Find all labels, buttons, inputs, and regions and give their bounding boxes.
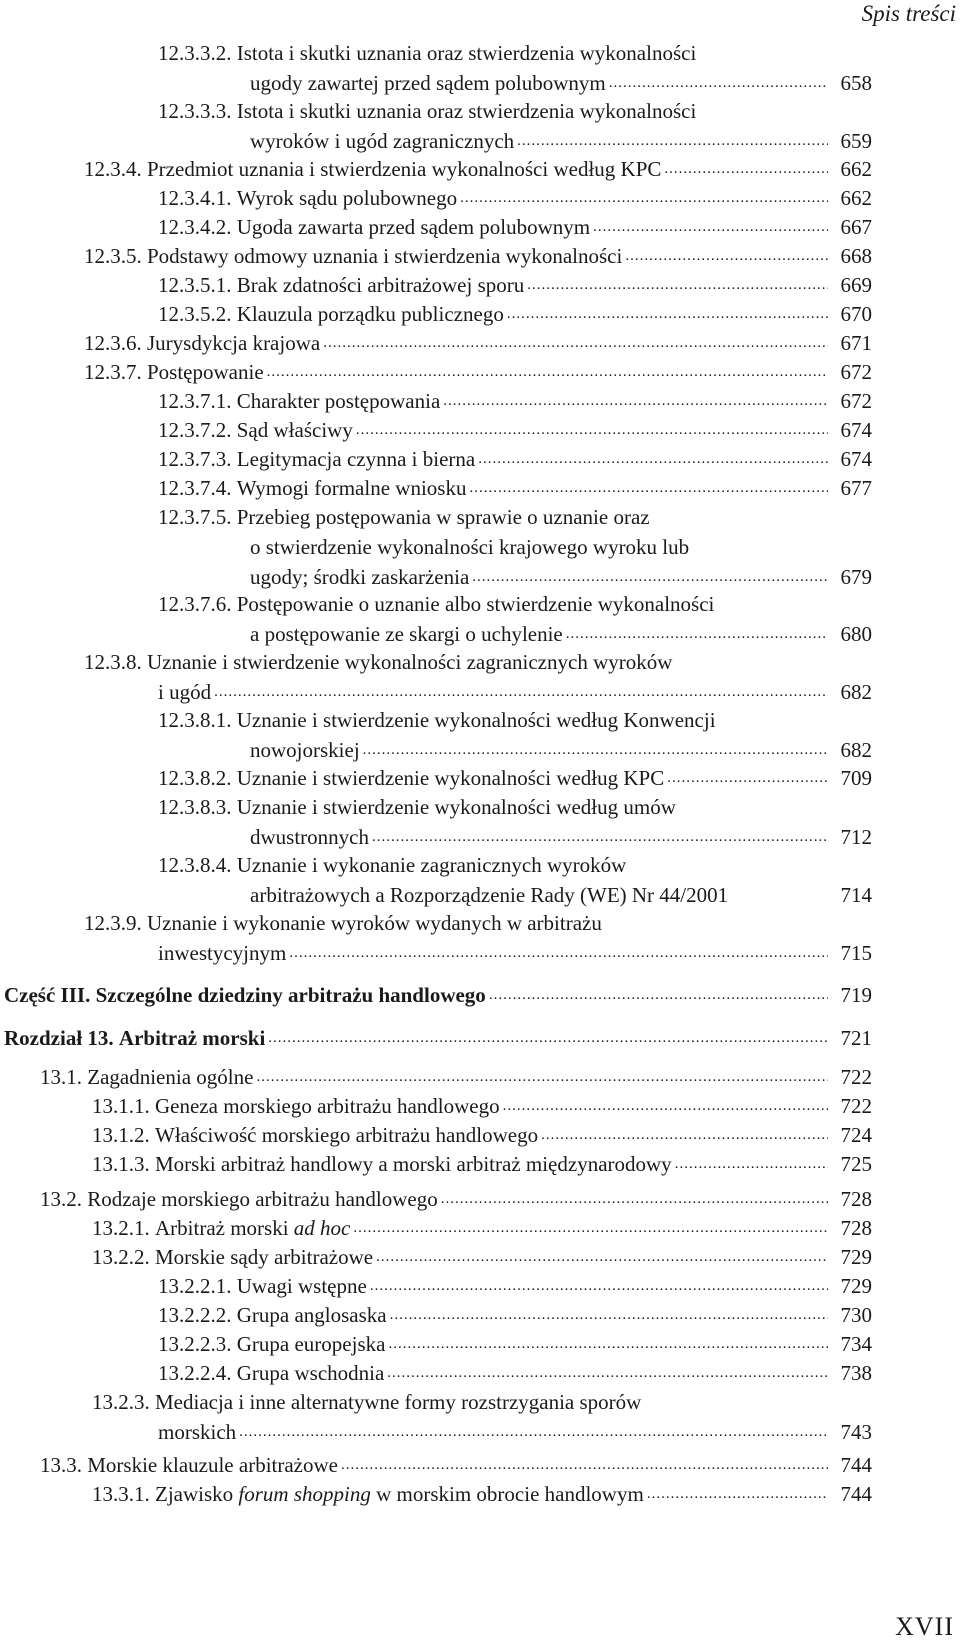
page-number: 743 xyxy=(840,1420,872,1444)
page-number: 672 xyxy=(840,389,872,413)
entry-number: 12.3.5. xyxy=(84,244,142,268)
entry-number: 12.3.7.4. xyxy=(158,476,232,500)
entry-number: 12.3.4.1. xyxy=(158,186,232,210)
page-number: 682 xyxy=(840,680,872,704)
toc-entry xyxy=(92,1149,872,1179)
entry-number: Rozdział 13. xyxy=(4,1026,114,1050)
toc-entry xyxy=(158,589,872,649)
page-number: 728 xyxy=(840,1216,872,1240)
toc-entry xyxy=(92,1387,872,1447)
dot-leader xyxy=(341,1450,828,1480)
dot-leader xyxy=(356,415,828,445)
dot-leader xyxy=(363,735,828,765)
entry-title: Uznanie i stwierdzenie wykonalności według Konwencji xyxy=(236,708,716,732)
entry-number: 12.3.7.1. xyxy=(158,389,232,413)
entry-title: Wyrok sądu polubownego xyxy=(236,186,458,210)
toc-entry xyxy=(92,1120,872,1150)
toc-entry xyxy=(158,850,872,910)
entry-title: Ugoda zawarta przed sądem polubownym xyxy=(236,215,591,239)
page-number: 672 xyxy=(840,360,872,384)
entry-title: Grupa wschodnia xyxy=(236,1361,385,1385)
toc-entry xyxy=(158,96,872,156)
entry-title: Morski arbitraż handlowy a morski arbitraż międzynarodowy xyxy=(155,1152,672,1176)
dot-leader xyxy=(647,1479,828,1509)
toc-chapter-heading xyxy=(4,1023,872,1053)
entry-title: Klauzula porządku publicznego xyxy=(236,302,504,326)
page-number: 669 xyxy=(840,273,872,297)
entry-title-cont: inwestycyjnym xyxy=(158,941,287,965)
entry-title: Brak zdatności arbitrażowej sporu xyxy=(236,273,525,297)
entry-number: 13.2.2.3. xyxy=(158,1332,232,1356)
toc-entry xyxy=(84,647,872,707)
entry-number: 12.3.5.1. xyxy=(158,273,232,297)
entry-number: 13.2.1. xyxy=(92,1216,150,1240)
page-number: 724 xyxy=(840,1123,872,1147)
page-number: 659 xyxy=(840,129,872,153)
toc-entry xyxy=(40,1184,872,1214)
entry-number: 12.3.4.2. xyxy=(158,215,232,239)
toc-entry xyxy=(92,1091,872,1121)
entry-title: Przebieg postępowania w sprawie o uznanie oraz xyxy=(236,505,650,529)
entry-title: Postępowanie o uznanie albo stwierdzenie wykonalności xyxy=(236,592,715,616)
entry-title: Postępowanie xyxy=(147,360,264,384)
toc-entry xyxy=(158,502,872,592)
dot-leader xyxy=(268,1023,828,1053)
entry-title: Morskie klauzule arbitrażowe xyxy=(87,1453,338,1477)
page-number: 729 xyxy=(840,1274,872,1298)
page-number: 682 xyxy=(840,738,872,762)
entry-title: Zagadnienia ogólne xyxy=(87,1065,254,1089)
entry-title: Jurysdykcja krajowa xyxy=(147,331,321,355)
dot-leader xyxy=(566,619,828,649)
dot-leader xyxy=(390,1300,828,1330)
dot-leader xyxy=(370,1271,828,1301)
entry-title: Grupa anglosaska xyxy=(236,1303,387,1327)
toc-entry xyxy=(40,1062,872,1092)
page-number: 722 xyxy=(840,1065,872,1089)
entry-title: Zjawisko xyxy=(155,1482,234,1506)
entry-title: Uznanie i stwierdzenie wykonalności według KPC xyxy=(236,766,665,790)
entry-title-cont: i ugód xyxy=(158,680,212,704)
page-number: 662 xyxy=(840,157,872,181)
page-folio: XVII xyxy=(895,1612,954,1641)
entry-number: 13.2.2. xyxy=(92,1245,150,1269)
page-number: 744 xyxy=(840,1453,872,1477)
entry-number: 13.1.2. xyxy=(92,1123,150,1147)
entry-title: Arbitraż morski xyxy=(155,1216,289,1240)
page-number: 658 xyxy=(840,71,872,95)
entry-title: Uznanie i stwierdzenie wykonalności zagranicznych wyroków xyxy=(147,650,673,674)
page-number: 729 xyxy=(840,1245,872,1269)
page-number: 721 xyxy=(840,1026,872,1050)
entry-number: 12.3.5.2. xyxy=(158,302,232,326)
entry-title-cont: a postępowanie ze skargi o uchylenie xyxy=(250,622,563,646)
entry-number: Część III. xyxy=(4,983,91,1007)
entry-title: Geneza morskiego arbitrażu handlowego xyxy=(155,1094,500,1118)
entry-title: Arbitraż morski xyxy=(118,1026,266,1050)
page-number: 679 xyxy=(840,565,872,589)
toc-part-heading xyxy=(4,980,872,1010)
entry-title: Mediacja i inne alternatywne formy rozstrzygania sporów xyxy=(155,1390,642,1414)
toc-entry xyxy=(40,1450,872,1480)
dot-leader xyxy=(664,154,828,184)
entry-title-post: w morskim obrocie handlowym xyxy=(376,1482,644,1506)
dot-leader xyxy=(472,562,828,592)
toc-entry xyxy=(158,299,872,329)
dot-leader xyxy=(387,1358,828,1388)
page-number: 734 xyxy=(840,1332,872,1356)
dot-leader xyxy=(527,270,828,300)
entry-number: 13.1.3. xyxy=(92,1152,150,1176)
toc-entry xyxy=(158,1271,872,1301)
page-number: 674 xyxy=(840,447,872,471)
toc-entry xyxy=(84,241,872,271)
entry-number: 12.3.8.3. xyxy=(158,795,232,819)
entry-title: Legitymacja czynna i bierna xyxy=(236,447,476,471)
entry-number: 12.3.8.4. xyxy=(158,853,232,877)
toc-entry xyxy=(158,473,872,503)
page-number: 667 xyxy=(840,215,872,239)
dot-leader xyxy=(609,68,828,98)
entry-title-cont: o stwierdzenie wykonalności krajowego wyroku lub xyxy=(250,535,690,559)
entry-number: 12.3.9. xyxy=(84,911,142,935)
entry-title-cont: ugody; środki zaskarżenia xyxy=(250,565,470,589)
entry-title: Podstawy odmowy uznania i stwierdzenia wykonalności xyxy=(147,244,623,268)
entry-title-cont: morskich xyxy=(158,1420,237,1444)
dot-leader xyxy=(541,1120,828,1150)
entry-number: 13.2.2.1. xyxy=(158,1274,232,1298)
dot-leader xyxy=(239,1417,828,1447)
dot-leader xyxy=(372,822,828,852)
entry-title-cont: dwustronnych xyxy=(250,825,369,849)
page-number: 725 xyxy=(840,1152,872,1176)
dot-leader xyxy=(593,212,828,242)
entry-title: Uznanie i wykonanie wyroków wydanych w arbitrażu xyxy=(147,911,602,935)
page-number: 744 xyxy=(840,1482,872,1506)
entry-title: Właściwość morskiego arbitrażu handlowego xyxy=(155,1123,539,1147)
entry-title: Szczególne dziedziny arbitrażu handlowego xyxy=(95,983,486,1007)
entry-title-cont: wyroków i ugód zagranicznych xyxy=(250,129,515,153)
toc-entry xyxy=(158,183,872,213)
entry-number: 12.3.3.2. xyxy=(158,41,232,65)
dot-leader xyxy=(441,1184,828,1214)
page-number: 715 xyxy=(840,941,872,965)
toc-entry xyxy=(158,1329,872,1359)
entry-title-cont: arbitrażowych a Rozporządzenie Rady (WE) Nr 44/2001 xyxy=(250,883,729,907)
page-number: 680 xyxy=(840,622,872,646)
entry-number: 12.3.8. xyxy=(84,650,142,674)
toc-entry xyxy=(158,415,872,445)
dot-leader xyxy=(507,299,828,329)
dot-leader xyxy=(267,357,828,387)
toc-entry xyxy=(84,357,872,387)
entry-title: Istota i skutki uznania oraz stwierdzenia wykonalności xyxy=(236,99,697,123)
entry-title: Uznanie i wykonanie zagranicznych wyroków xyxy=(236,853,627,877)
entry-title: Morskie sądy arbitrażowe xyxy=(155,1245,374,1269)
dot-leader xyxy=(460,183,828,213)
entry-title: Wymogi formalne wniosku xyxy=(236,476,467,500)
entry-title: Rodzaje morskiego arbitrażu handlowego xyxy=(87,1187,438,1211)
dot-leader xyxy=(443,386,828,416)
page-number: 668 xyxy=(840,244,872,268)
toc-entry xyxy=(158,386,872,416)
dot-leader xyxy=(667,763,828,793)
toc-entry xyxy=(158,212,872,242)
dot-leader xyxy=(675,1149,828,1179)
page-number: 709 xyxy=(840,766,872,790)
page-number: 674 xyxy=(840,418,872,442)
entry-number: 13.1. xyxy=(40,1065,82,1089)
running-header: Spis treści xyxy=(861,1,956,26)
dot-leader xyxy=(503,1091,828,1121)
entry-number: 12.3.8.2. xyxy=(158,766,232,790)
entry-title-cont: nowojorskiej xyxy=(250,738,360,762)
page-number: 714 xyxy=(840,883,872,907)
entry-title: Przedmiot uznania i stwierdzenia wykonalności według KPC xyxy=(147,157,662,181)
entry-number: 13.3.1. xyxy=(92,1482,150,1506)
entry-title-italic: ad hoc xyxy=(293,1216,351,1240)
toc-entry xyxy=(92,1479,872,1509)
dot-leader xyxy=(625,241,828,271)
toc-entry xyxy=(92,1213,872,1243)
entry-number: 13.3. xyxy=(40,1453,82,1477)
entry-title: Uznanie i stwierdzenie wykonalności według umów xyxy=(236,795,676,819)
entry-number: 12.3.7.5. xyxy=(158,505,232,529)
page-number: 728 xyxy=(840,1187,872,1211)
entry-number: 13.2. xyxy=(40,1187,82,1211)
toc-entry xyxy=(84,908,872,968)
dot-leader xyxy=(214,677,828,707)
entry-title: Istota i skutki uznania oraz stwierdzenia wykonalności xyxy=(236,41,697,65)
entry-number: 12.3.7.3. xyxy=(158,447,232,471)
toc-entry xyxy=(158,270,872,300)
dot-leader xyxy=(478,444,828,474)
entry-number: 13.2.3. xyxy=(92,1390,150,1414)
page-number: 662 xyxy=(840,186,872,210)
page-number: 670 xyxy=(840,302,872,326)
entry-number: 12.3.4. xyxy=(84,157,142,181)
entry-title-cont: ugody zawartej przed sądem polubownym xyxy=(250,71,606,95)
entry-number: 12.3.6. xyxy=(84,331,142,355)
dot-leader xyxy=(323,328,828,358)
page-number: 722 xyxy=(840,1094,872,1118)
toc-entry xyxy=(158,1358,872,1388)
entry-number: 12.3.8.1. xyxy=(158,708,232,732)
page-number: 730 xyxy=(840,1303,872,1327)
toc-entry xyxy=(158,792,872,852)
toc-entry xyxy=(92,1242,872,1272)
dot-leader xyxy=(376,1242,828,1272)
entry-number: 13.1.1. xyxy=(92,1094,150,1118)
entry-number: 12.3.3.3. xyxy=(158,99,232,123)
page-number: 712 xyxy=(840,825,872,849)
page-number: 738 xyxy=(840,1361,872,1385)
entry-title: Grupa europejska xyxy=(236,1332,386,1356)
dot-leader xyxy=(489,980,828,1010)
entry-number: 12.3.7.2. xyxy=(158,418,232,442)
dot-leader xyxy=(256,1062,828,1092)
dot-leader xyxy=(469,473,828,503)
entry-number: 12.3.7.6. xyxy=(158,592,232,616)
toc-entry xyxy=(84,154,872,184)
dot-leader xyxy=(517,126,828,156)
toc-entry xyxy=(158,705,872,765)
page-number: 719 xyxy=(840,983,872,1007)
toc-entry xyxy=(158,1300,872,1330)
entry-number: 13.2.2.4. xyxy=(158,1361,232,1385)
entry-number: 12.3.7. xyxy=(84,360,142,384)
toc-entry xyxy=(84,328,872,358)
entry-number: 13.2.2.2. xyxy=(158,1303,232,1327)
entry-title: Charakter postępowania xyxy=(236,389,441,413)
entry-title-italic: forum shopping xyxy=(238,1482,371,1506)
toc-entry xyxy=(158,444,872,474)
toc-entry xyxy=(158,763,872,793)
page-number: 677 xyxy=(840,476,872,500)
page-number: 671 xyxy=(840,331,872,355)
toc-entry xyxy=(158,38,872,98)
dot-leader xyxy=(353,1213,828,1243)
entry-title: Sąd właściwy xyxy=(236,418,353,442)
entry-title: Uwagi wstępne xyxy=(236,1274,367,1298)
dot-leader xyxy=(289,938,828,968)
dot-leader xyxy=(388,1329,828,1359)
